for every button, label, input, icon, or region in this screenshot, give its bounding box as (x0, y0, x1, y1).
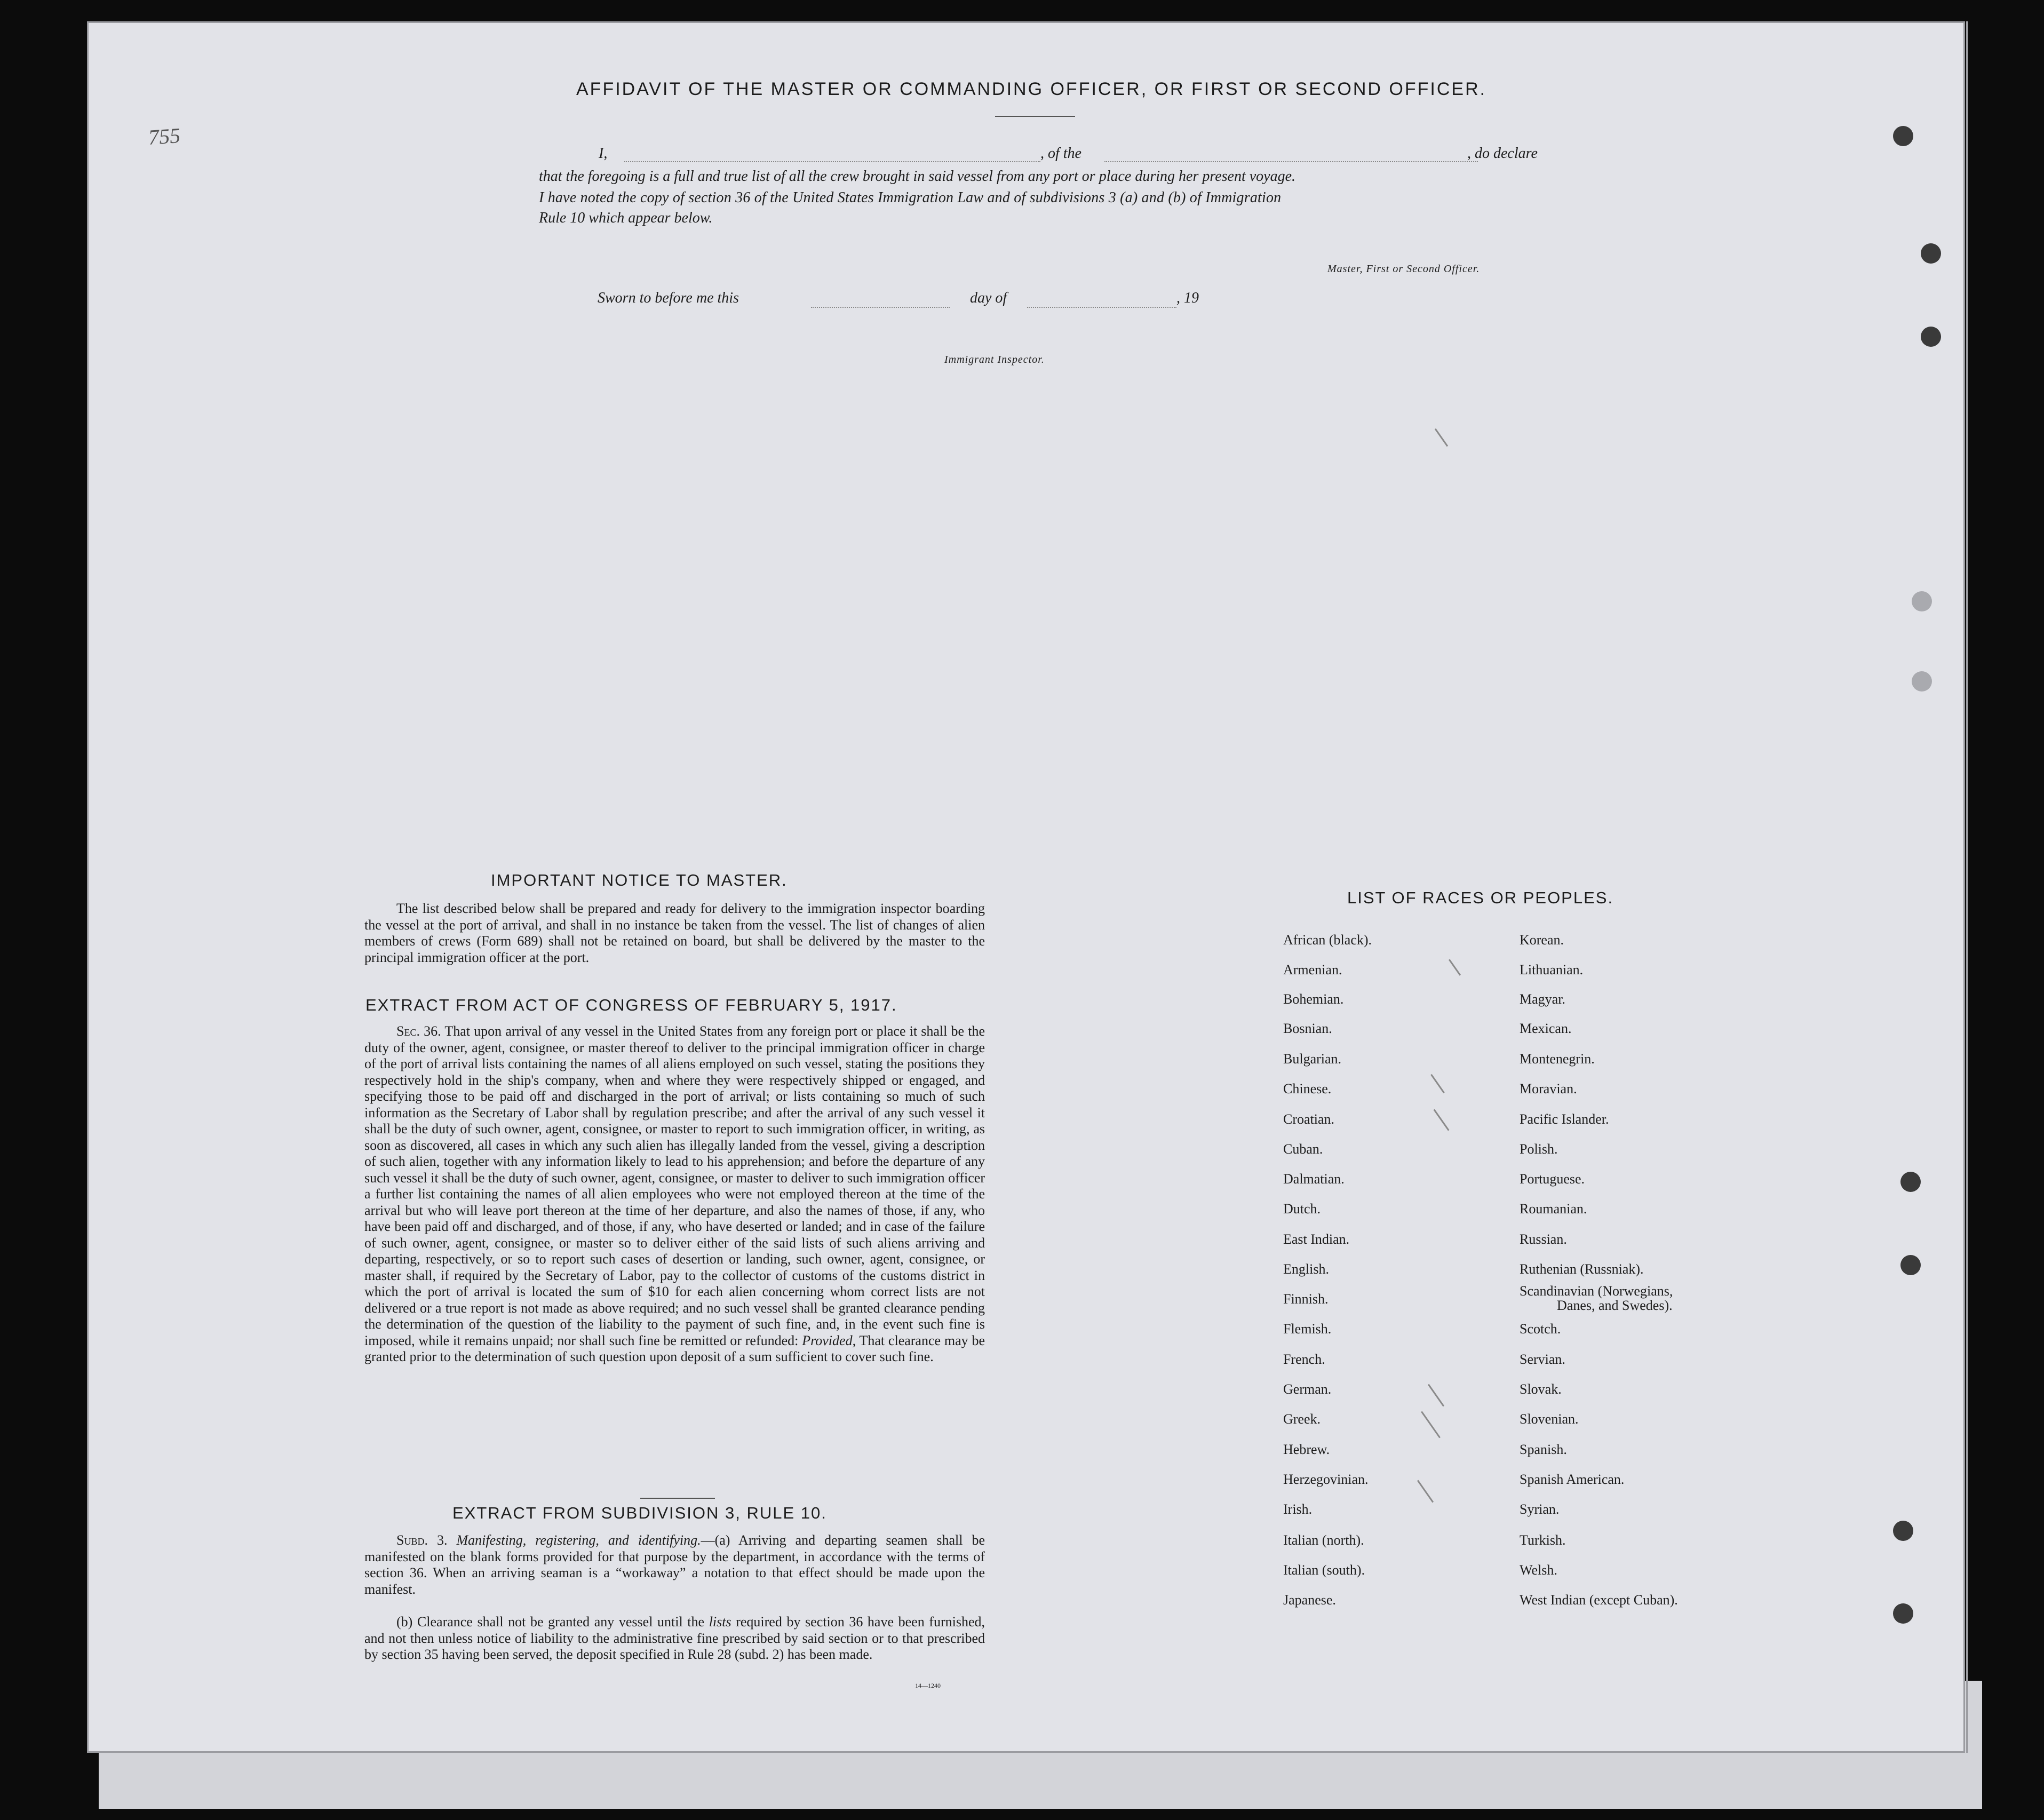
race-item: Italian (north). (1283, 1532, 1364, 1548)
binder-hole (1912, 591, 1932, 611)
notice-title: IMPORTANT NOTICE TO MASTER. (491, 871, 788, 889)
affidavit-declare: , do declare (1467, 145, 1538, 162)
race-item: Korean. (1520, 932, 1564, 948)
race-item: Russian. (1520, 1231, 1567, 1247)
race-item: Slovak. (1520, 1381, 1562, 1397)
race-item: Cuban. (1283, 1141, 1323, 1157)
race-item: Spanish American. (1520, 1472, 1625, 1487)
race-item: English. (1283, 1261, 1329, 1277)
sworn-month-blank (1027, 307, 1176, 308)
race-item: Scandinavian (Norwegians, (1520, 1283, 1673, 1299)
race-item: Scotch. (1520, 1321, 1561, 1337)
affidavit-of-the: , of the (1040, 145, 1081, 162)
inspector-label: Immigrant Inspector. (944, 354, 1045, 365)
title-rule (995, 116, 1075, 117)
race-item: Montenegrin. (1520, 1051, 1595, 1067)
subd-heading: Manifesting, registering, and identifying. (456, 1532, 701, 1548)
binder-hole (1912, 671, 1932, 692)
extract-rule-title: EXTRACT FROM SUBDIVISION 3, RULE 10. (452, 1504, 827, 1522)
extract-act-text (364, 1023, 985, 1365)
subd-a-body: —(a) Arriving and departing seamen shall be manifested on the blank forms provided for that purpose by the department, in accordance with the terms of section 36. When an arriving seaman is a “workaway” a notation to that effect should be made upon the manifest. (364, 1532, 985, 1597)
sec-36-text: That upon arrival of any vessel in the United States from any foreign port or place it shall be the duty of the owner, agent, consignee, or master thereof to deliver to the principal immigration officer in charge of the port of arrival lists containing the names of all aliens employed on such vessel, stating the positions they respectively hold in the ship's company, when and where they were respectively shipped or engaged, and specifying those to be paid off and discharged in the port of arrival; or lists containing so much of such information as the Secretary of Labor shall by regulation prescribe; and after the arrival of any such vessel it shall be the duty of such owner, agent, consignee, or master to report to such immigration officer, in writing, as soon as discovered, all cases in which any such alien has illegally landed from the vessel, giving a description of such alien, together with any information likely to lead to his apprehension; and before the departure of any such vessel it shall be the duty of such owner, agent, consignee, or master to deliver to such immigration officer a further list containing the names of all alien employees who were not employed thereon at the time of the arrival but who will leave port thereon at the time of her departure, and also the names of those, if any, who have been paid off and discharged, and of those, if any, who have deserted or landed; and in case of the failure of such owner, agent, consignee, or master so to deliver either of the said lists of such aliens arriving and departing, respectively, or so to report such cases of desertion or landing, such owner, agent, consignee, or master shall, if required by the Secretary of Labor, pay to the collector of customs of the customs district in which the port of arrival is located the sum of $10 for each alien concerning whom correct lists are not delivered or a true report is not made as above required; and no such vessel shall be granted clearance pending the determination of the question of the liability to the payment of such fine, and, in the event such fine is imposed, while it remains unpaid; nor shall such fine be remitted or refunded: (364, 1023, 985, 1348)
page-edge (1966, 21, 1968, 1753)
provided-word: Provided, (802, 1332, 856, 1348)
race-item: Mexican. (1520, 1021, 1572, 1036)
form-number: 14—1240 (915, 1682, 941, 1689)
race-item: Herzegovinian. (1283, 1472, 1369, 1487)
race-item: East Indian. (1283, 1231, 1350, 1247)
affidavit-title: AFFIDAVIT OF THE MASTER OR COMMANDING OFFICER, OR FIRST OR SECOND OFFICER. (576, 79, 1487, 99)
race-item: Magyar. (1520, 991, 1565, 1007)
extract-act-title: EXTRACT FROM ACT OF CONGRESS OF FEBRUARY 5, 1917. (365, 996, 897, 1014)
affidavit-line-2: that the foregoing is a full and true list of all the crew brought in said vessel from any port or place during her present voyage. (539, 168, 1296, 185)
binder-hole (1893, 1603, 1913, 1624)
race-item: Hebrew. (1283, 1442, 1330, 1457)
race-item: Servian. (1520, 1352, 1565, 1367)
race-item: Flemish. (1283, 1321, 1332, 1337)
document-page (87, 21, 1965, 1753)
race-item: Dalmatian. (1283, 1171, 1345, 1187)
races-title: LIST OF RACES OR PEOPLES. (1347, 888, 1614, 907)
year-label: , 19 (1176, 290, 1199, 306)
race-item: Welsh. (1520, 1562, 1557, 1578)
handwritten-number: 755 (147, 123, 181, 150)
race-item: Spanish. (1520, 1442, 1567, 1457)
day-of-label: day of (970, 290, 1007, 306)
race-scandinavian-cont: Danes, and Swedes). (1557, 1298, 1673, 1313)
binder-hole (1893, 1521, 1913, 1541)
subd-label: Subd. 3. (396, 1532, 448, 1548)
sec-label: Sec. 36. (396, 1023, 441, 1039)
race-item: Slovenian. (1520, 1411, 1579, 1427)
race-item: African (black). (1283, 932, 1372, 948)
race-item: Syrian. (1520, 1501, 1560, 1517)
race-item: Bulgarian. (1283, 1051, 1342, 1067)
race-item: Bosnian. (1283, 1021, 1332, 1036)
race-item: Moravian. (1520, 1081, 1577, 1096)
race-item: Bohemian. (1283, 991, 1344, 1007)
race-item: Greek. (1283, 1411, 1321, 1427)
race-item: Dutch. (1283, 1201, 1321, 1217)
sec-36-text-end: That clearance may be granted prior to the determination of such question upon deposit of a sum sufficient to cover such fine. (364, 1332, 985, 1364)
subd-b-lists: lists (709, 1614, 731, 1630)
race-item: Croatian. (1283, 1111, 1335, 1127)
binder-hole (1921, 243, 1941, 264)
master-signature-label: Master, First or Second Officer. (1327, 263, 1480, 275)
subd-b-start: (b) Clearance shall not be granted any vessel until the (396, 1614, 705, 1630)
race-item: Armenian. (1283, 962, 1342, 977)
binder-hole (1921, 327, 1941, 347)
race-item: Irish. (1283, 1501, 1313, 1517)
binder-hole (1900, 1255, 1921, 1275)
race-item: Lithuanian. (1520, 962, 1584, 977)
race-item: Italian (south). (1283, 1562, 1365, 1578)
name-blank (624, 161, 1040, 162)
subd-a-text (364, 1532, 985, 1598)
race-item: Turkish. (1520, 1532, 1566, 1548)
race-item: West Indian (except Cuban). (1520, 1592, 1678, 1608)
section-rule (640, 1498, 715, 1499)
race-item: Ruthenian (Russniak). (1520, 1261, 1644, 1277)
subd-b-end: required by section 36 have been furnished, and not then unless notice of liability to the administrative fine prescribed by said section or to that prescribed by section 35 having been served, the deposit specified in Rule 28 (subd. 2) has been made. (364, 1614, 985, 1662)
subd-b-text (364, 1614, 985, 1663)
race-item: German. (1283, 1381, 1332, 1397)
affidavit-line-3: I have noted the copy of section 36 of the United States Immigration Law and of subdivisions 3 (a) and (b) of Immigration (539, 189, 1282, 206)
affidavit-line-4: Rule 10 which appear below. (539, 210, 713, 226)
binder-hole (1900, 1172, 1921, 1192)
sworn-day-blank (811, 307, 950, 308)
race-item: Finnish. (1283, 1291, 1329, 1307)
race-item: Polish. (1520, 1141, 1558, 1157)
race-item: Chinese. (1283, 1081, 1332, 1096)
affidavit-i: I, (599, 145, 608, 162)
binder-hole (1893, 126, 1913, 146)
race-item: French. (1283, 1352, 1325, 1367)
race-item: Japanese. (1283, 1592, 1336, 1608)
race-item: Roumanian. (1520, 1201, 1587, 1217)
vessel-blank (1104, 161, 1478, 162)
race-item: Portuguese. (1520, 1171, 1585, 1187)
sworn-label: Sworn to before me this (598, 290, 739, 306)
race-item: Pacific Islander. (1520, 1111, 1609, 1127)
notice-text: The list described below shall be prepared and ready for delivery to the immigration inspector boarding the vessel at the port of arrival, and shall in no instance be taken from the vessel. The list of changes of alien members of crews (Form 689) shall not be retained on board, but shall be delivered by the master to the principal immigration officer at the port. (364, 901, 985, 965)
